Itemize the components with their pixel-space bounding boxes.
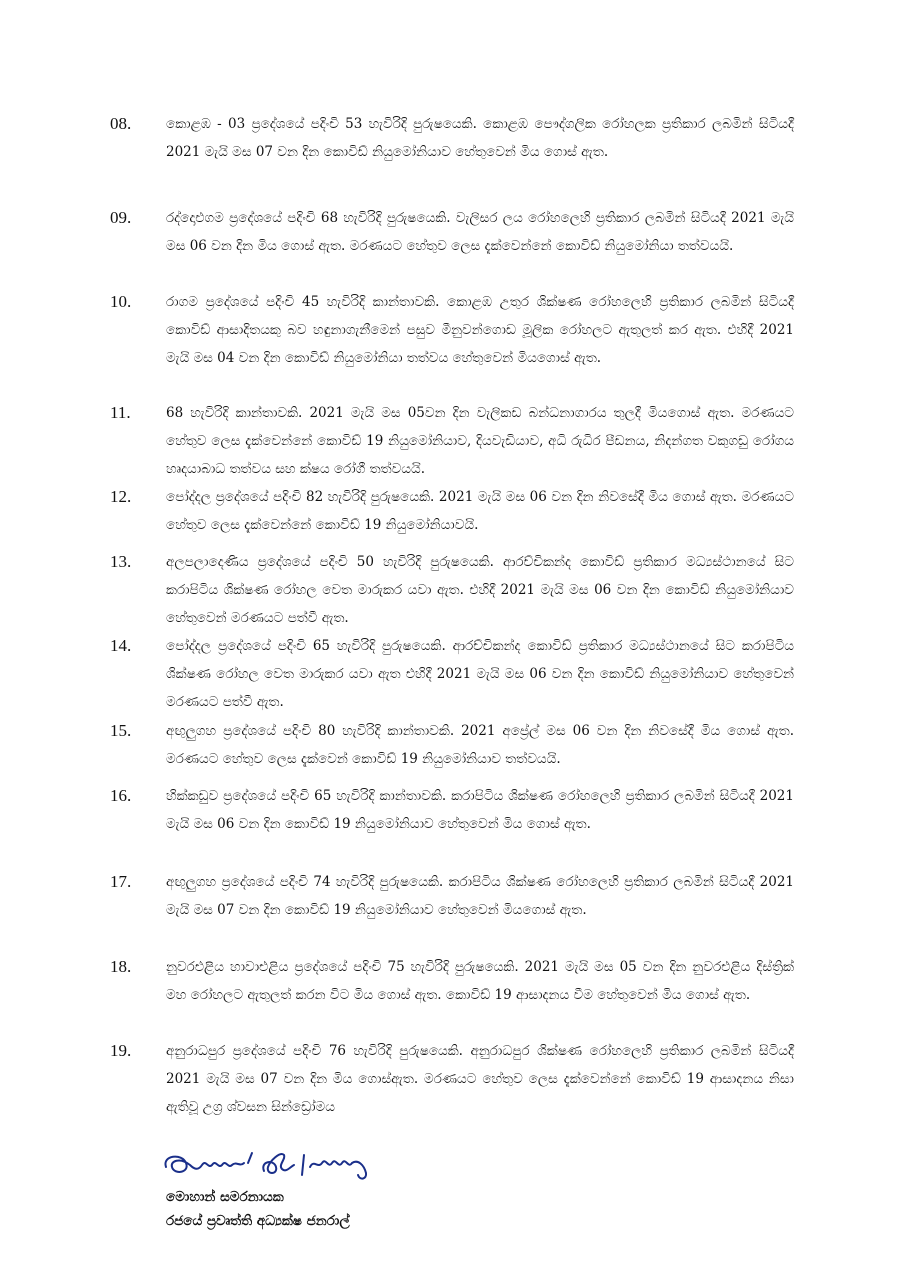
item-number: 14. (110, 636, 132, 655)
item-number: 10. (110, 292, 132, 311)
signer-name: මොහාන් සමරනායක (166, 1189, 284, 1205)
item-number: 08. (110, 114, 132, 133)
item-text: නුවරඑළිය හාවාඑළිය ප්‍රදේශයේ පදිංචි 75 හැවිරිදි පුරුෂයෙකි. 2021 මැයි මස 05 වන දින නුවරඑළිය දිස්ත්‍රික් මහ රෝහලට ඇතුලත් කරන විට මිය ගොස් ඇත. කොවිඩ් 19 ආසාදනය වීම හේතුවෙන් මිය ගොස් ඇත. (166, 959, 794, 1003)
item-number: 13. (110, 552, 132, 571)
item-text: අඟුලුගහ ප්‍රදේශයේ පදිංචි 74 හැවිරිදි පුරුෂයෙකි. කරාපිටිය ශික්ෂණ රෝහලෙහි ප්‍රතිකාර ලබමින් සිටියදී 2021 මැයි මස 07 වන දින කොවිඩ් 19 නියුමෝනියාව හේතුවෙන් මියගොස් ඇත. (166, 874, 794, 918)
item-text: හික්කඩුව ප්‍රදේශයේ පදිංචි 65 හැවිරිදි කාන්තාවකි. කරාපිටිය ශික්ෂණ රෝහලෙහි ප්‍රතිකාර ලබමින් සිටියදී 2021 මැයි මස 06 වන දින කොවිඩ් 19 නියුමෝනියාව හේතුවෙන් මිය ගොස් ඇත. (166, 788, 794, 832)
item-number: 11. (110, 403, 131, 422)
item-text: පෝද්දල ප්‍රදේශයේ පදිංචි 65 හැවිරිදි පුරුෂයෙකි. ආරච්චිකන්ද කොවිඩ් ප්‍රතිකාර මධ්‍යස්ථානයේ සිට කරාපිටිය ශික්ෂණ රෝහල වෙත මාරුකර යවා ඇත එහිදී 2021 මැයි මස 06 වන දින කොවිඩ් නියුමෝනියාව හේතුවෙන් මරණයට පත්වී ඇත. (166, 638, 794, 710)
item-number: 19. (110, 1041, 132, 1060)
item-text: අලපලාදෙණිය ප්‍රදේශයේ පදිංචි 50 හැවිරිදි පුරුෂයෙකි. ආරච්චිකන්ද කොවිඩ් ප්‍රතිකාර මධ්‍යස්ථානයේ සිට කරාපිටිය ශික්ෂණ රෝහල වෙත මාරුකර යවා ඇත. එහිදී 2021 මැයි මස 06 වන දින කොවිඩ් නියුමෝනියාව හේතුවෙන් මරණයට පත්වී ඇත. (166, 554, 794, 626)
item-text: පෝද්දල ප්‍රදේශයේ පදිංචි 82 හැවිරිදි පුරුෂයෙකි. 2021 මැයි මස 06 වන දින නිවසේදී මිය ගොස් ඇත. මරණයට හේතුව ලෙස දැක්වෙන්නේ කොවිඩ් 19 නියුමෝනියාවයි. (166, 489, 794, 533)
item-number: 09. (110, 208, 132, 227)
item-number: 12. (110, 487, 132, 506)
item-text: 68 හැවිරිදි කාන්තාවකි. 2021 මැයි මස 05වන දින වැලිකඩ බන්ධනාගාරය තුලදී මියගොස් ඇත. මරණයට හේතුව ලෙස දැක්වෙන්නේ කොවිඩ් 19 නියුමෝනියාව, දියවැඩියාව, අධි රුධිර පීඩනය, නිදන්ගත වකුගඩු රෝගය හෘදයාබාධ තත්වය සහ ක්ෂය රෝගී තත්වයයි. (166, 405, 794, 477)
item-number: 16. (110, 786, 132, 805)
item-text: රාගම ප්‍රදේශයේ පදිංචි 45 හැවිරිදි කාන්තාවකි. කොළඹ උතුර ශික්ෂණ රෝහලෙහි ප්‍රතිකාර ලබමින් සිටියදී කොවිඩ් ආසාදිතයකු බව හඳුනාගැනීමෙන් පසුව මීනුවන්ගොඩ මූලික රෝහලට ඇතුලත් කර ඇත. එහිදී 2021 මැයි මස 04 වන දින කොවිඩ් නියුමෝනියා තත්වය හේතුවෙන් මියගොස් ඇත. (166, 294, 794, 366)
item-text: කොළඹ - 03 ප්‍රදේශයේ පදිංචි 53 හැවිරිදි පුරුෂයෙකි. කොළඹ පෞද්ගලික රෝහලක ප්‍රතිකාර ලබමින් සිටියදී 2021 මැයි මස 07 වන දින කොවිඩ් නියුමෝනියාව හේතුවෙන් මිය ගොස් ඇත. (166, 116, 794, 160)
item-text: අනුරාධපුර ප්‍රදේශයේ පදිංචි 76 හැවිරිදි පුරුෂයෙකි. අනුරාධපුර ශික්ෂණ රෝහලෙහි ප්‍රතිකාර ලබමින් සිටියදී 2021 මැයි මස 07 වන දින මිය ගොස්ඇත. මරණයට හේතුව ලෙස දැක්වෙන්නේ කොවිඩ් 19 ආසාදනය නිසා ඇතිවූ උග්‍ර ශ්වසන සින්ඩ්‍රෝමය (166, 1043, 794, 1115)
item-number: 17. (110, 872, 132, 891)
item-number: 15. (110, 721, 132, 740)
item-text: අඟුලුගහ ප්‍රදේශයේ පදිංචි 80 හැවිරිදි කාන්තාවකි. 2021 අප්‍රේල් මස 06 වන දින නිවසේදී මිය ගොස් ඇත. මරණයට හේතුව ලෙස දැක්වෙන් කොවිඩ් 19 නියුමෝනියාව තත්වයයි. (166, 723, 794, 767)
item-text: රද්දොළුගම ප්‍රදේශයේ පදිංචි 68 හැවිරිදි පුරුෂයෙකි. වැලිසර ලය රෝහලෙහි ප්‍රතිකාර ලබමින් සිටියදී 2021 මැයි මස 06 වන දින මිය ගොස් ඇත. මරණයට හේතුව ලෙස දැක්වෙන්නේ කොවිඩ් නියුමෝනියා තත්වයයි. (166, 210, 794, 254)
signer-title: රජයේ ප්‍රවෘත්ති අධ්‍යක්ෂ ජනරාල් (166, 1213, 350, 1229)
item-number: 18. (110, 957, 132, 976)
